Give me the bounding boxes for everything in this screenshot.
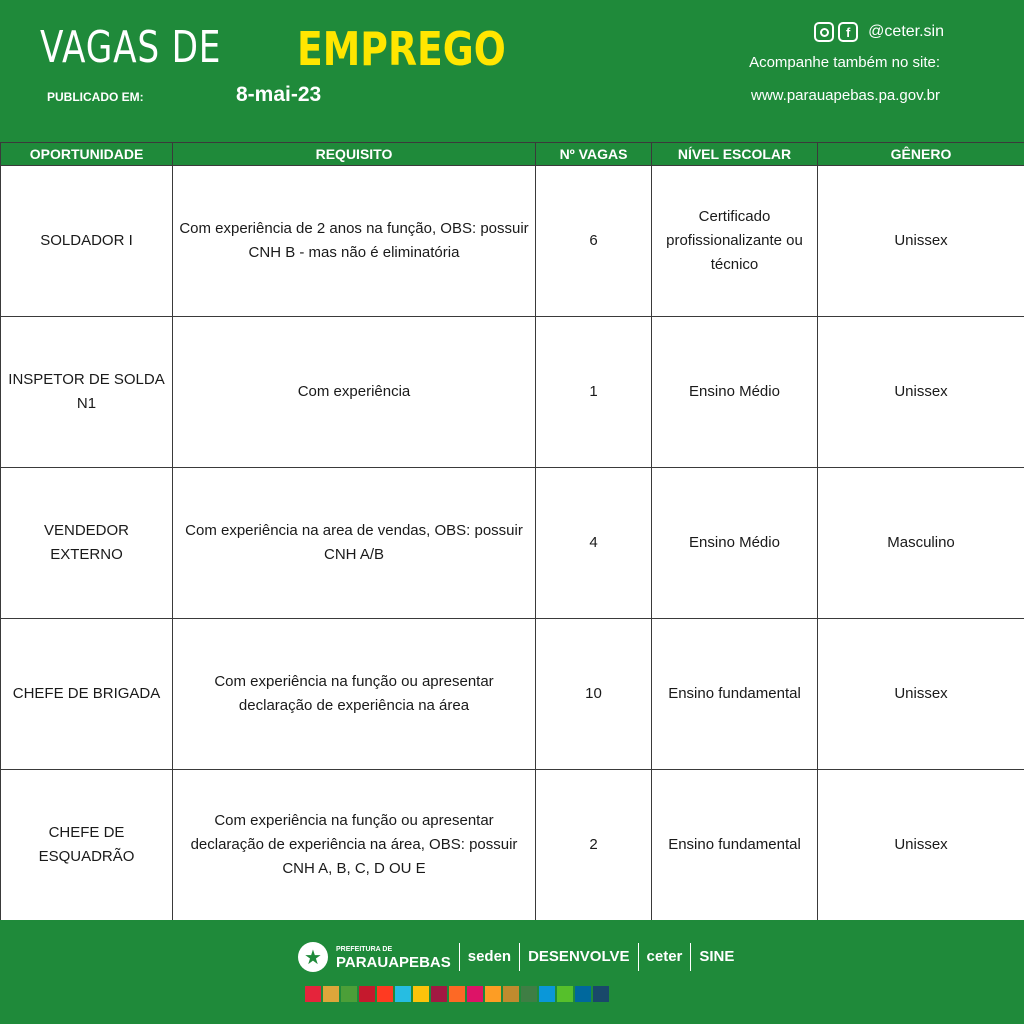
cell-nivel: Ensino fundamental — [652, 770, 818, 921]
partner-logos — [298, 942, 734, 972]
table-row — [1, 619, 1024, 770]
sdg-goal-icon — [449, 986, 465, 1002]
table-row — [1, 166, 1024, 317]
sdg-goal-icon — [305, 986, 321, 1002]
logo-prefeitura-name: PARAUAPEBAS — [336, 953, 451, 971]
site-label: Acompanhe também no site: — [749, 54, 940, 71]
sdg-goal-icon — [575, 986, 591, 1002]
cell-genero: Unissex — [818, 317, 1024, 468]
cell-vagas: 1 — [536, 317, 652, 468]
table-row — [1, 770, 1024, 921]
col-header-genero: GÊNERO — [818, 143, 1024, 166]
col-header-requisito: REQUISITO — [173, 143, 536, 166]
title-emprego: EMPREGO — [297, 22, 506, 76]
title-vagas-de: VAGAS DE — [40, 22, 222, 73]
logo-prefeitura-small: PREFEITURA DE — [336, 945, 393, 953]
cell-nivel: Ensino Médio — [652, 468, 818, 619]
sdg-goal-icon — [323, 986, 339, 1002]
sdg-goal-icon — [395, 986, 411, 1002]
sdg-goal-icon — [341, 986, 357, 1002]
jobs-table — [0, 142, 1024, 921]
logo-seden: seden — [467, 948, 512, 965]
sdg-goal-icon — [521, 986, 537, 1002]
cell-requisito: Com experiência — [173, 317, 536, 468]
star-icon: ★ — [298, 942, 328, 972]
cell-requisito: Com experiência na função ou apresentar declaração de experiência na área, OBS: possuir CNH A, B, C, D OU E — [173, 770, 536, 921]
logo-ceter: ceter — [646, 948, 683, 965]
cell-oportunidade: VENDEDOR EXTERNO — [1, 468, 173, 619]
logo-prefeitura — [336, 944, 451, 971]
sdg-goal-icon — [467, 986, 483, 1002]
social-handle[interactable]: @ceter.sin — [868, 23, 944, 40]
published-label: PUBLICADO EM: — [47, 90, 144, 104]
sdg-goal-icon — [413, 986, 429, 1002]
col-header-oportunidade: OPORTUNIDADE — [1, 143, 173, 166]
cell-vagas: 6 — [536, 166, 652, 317]
col-header-vagas: Nº VAGAS — [536, 143, 652, 166]
cell-requisito: Com experiência na area de vendas, OBS: possuir CNH A/B — [173, 468, 536, 619]
table-row — [1, 468, 1024, 619]
sdg-goal-icon — [503, 986, 519, 1002]
cell-oportunidade: INSPETOR DE SOLDA N1 — [1, 317, 173, 468]
facebook-icon[interactable]: f — [838, 22, 858, 42]
instagram-icon[interactable] — [814, 22, 834, 42]
logo-divider — [519, 943, 520, 971]
cell-vagas: 10 — [536, 619, 652, 770]
logo-divider — [638, 943, 639, 971]
cell-nivel: Ensino fundamental — [652, 619, 818, 770]
table-row — [1, 317, 1024, 468]
sdg-goal-icon — [485, 986, 501, 1002]
logo-divider — [690, 943, 691, 971]
sdg-icons-row — [305, 986, 609, 1002]
published-date: 8-mai-23 — [236, 83, 322, 106]
social-handle-row — [814, 22, 944, 42]
sdg-goal-icon — [557, 986, 573, 1002]
cell-genero: Masculino — [818, 468, 1024, 619]
cell-vagas: 4 — [536, 468, 652, 619]
cell-oportunidade: CHEFE DE ESQUADRÃO — [1, 770, 173, 921]
logo-divider — [459, 943, 460, 971]
footer-banner — [0, 920, 1024, 1024]
sdg-goal-icon — [377, 986, 393, 1002]
cell-genero: Unissex — [818, 770, 1024, 921]
cell-requisito: Com experiência de 2 anos na função, OBS: possuir CNH B - mas não é eliminatória — [173, 166, 536, 317]
logo-desenvolve: DESENVOLVE — [528, 948, 630, 965]
logo-sine: SINE — [699, 948, 735, 965]
cell-requisito: Com experiência na função ou apresentar declaração de experiência na área — [173, 619, 536, 770]
site-url[interactable]: www.parauapebas.pa.gov.br — [750, 87, 940, 104]
sdg-goal-icon — [431, 986, 447, 1002]
cell-genero: Unissex — [818, 166, 1024, 317]
col-header-nivel-escolar: NÍVEL ESCOLAR — [652, 143, 818, 166]
sdg-goal-icon — [593, 986, 609, 1002]
cell-nivel: Certificado profissionalizante ou técnico — [652, 166, 818, 317]
sdg-goal-icon — [359, 986, 375, 1002]
cell-vagas: 2 — [536, 770, 652, 921]
cell-oportunidade: CHEFE DE BRIGADA — [1, 619, 173, 770]
cell-oportunidade: SOLDADOR I — [1, 166, 173, 317]
header-banner — [0, 0, 1024, 142]
sdg-goal-icon — [539, 986, 555, 1002]
cell-genero: Unissex — [818, 619, 1024, 770]
cell-nivel: Ensino Médio — [652, 317, 818, 468]
table-header-row — [1, 143, 1024, 166]
